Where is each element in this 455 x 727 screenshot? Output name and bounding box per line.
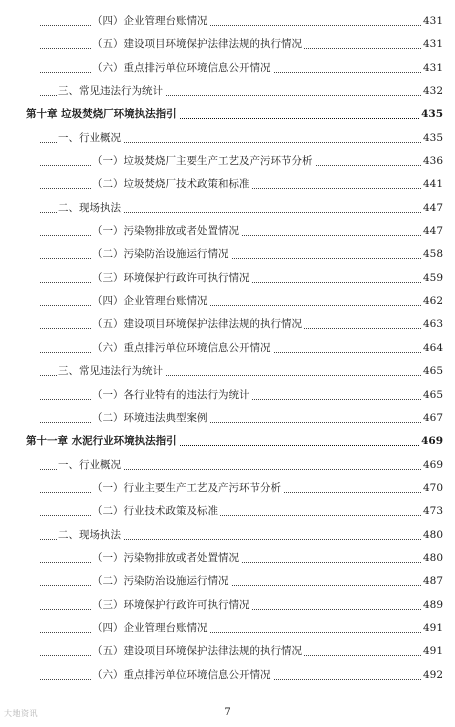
toc-entry-label: （一）污染物排放或者处置情况	[92, 547, 241, 570]
watermark: 大地资讯	[4, 709, 38, 718]
toc-entry[interactable]	[0, 57, 455, 80]
toc-entry-label: （五）建设项目环境保护法律法规的执行情况	[92, 313, 304, 336]
toc-entry[interactable]	[0, 640, 455, 663]
toc-entry-page: 447	[421, 220, 443, 243]
toc-entry-label: （四）企业管理台账情况	[92, 10, 210, 33]
toc-entry-label: 第十章 垃圾焚烧厂环境执法指引	[26, 103, 179, 126]
toc-entry[interactable]	[0, 477, 455, 500]
toc-entry-page: 436	[421, 150, 443, 173]
toc-entry-label: 一、行业概况	[58, 127, 123, 150]
table-of-contents	[0, 10, 455, 687]
toc-chapter-entry[interactable]	[0, 430, 455, 453]
toc-entry-page: 463	[421, 313, 443, 336]
toc-entry-label: （四）企业管理台账情况	[92, 290, 210, 313]
toc-entry-label: （一）行业主要生产工艺及产污环节分析	[92, 477, 283, 500]
toc-entry-label: （五）建设项目环境保护法律法规的执行情况	[92, 640, 304, 663]
toc-entry-label: （二）环境违法典型案例	[92, 407, 210, 430]
toc-entry[interactable]	[0, 664, 455, 687]
toc-entry-label: （二）污染防治设施运行情况	[92, 570, 231, 593]
toc-entry[interactable]	[0, 197, 455, 220]
toc-entry-label: （四）企业管理台账情况	[92, 617, 210, 640]
toc-entry[interactable]	[0, 360, 455, 383]
toc-entry-page: 470	[421, 477, 443, 500]
toc-entry[interactable]	[0, 33, 455, 56]
toc-entry[interactable]	[0, 594, 455, 617]
toc-entry-label: 一、行业概况	[58, 454, 123, 477]
toc-entry-label: （一）垃圾焚烧厂主要生产工艺及产污环节分析	[92, 150, 315, 173]
toc-entry-page: 473	[421, 500, 443, 523]
toc-entry-page: 459	[421, 267, 443, 290]
toc-entry-page: 487	[421, 570, 443, 593]
toc-entry[interactable]	[0, 500, 455, 523]
toc-entry-label: 二、现场执法	[58, 197, 123, 220]
toc-entry-page: 469	[419, 430, 443, 453]
toc-entry[interactable]	[0, 290, 455, 313]
toc-entry[interactable]	[0, 267, 455, 290]
toc-entry[interactable]	[0, 337, 455, 360]
toc-entry[interactable]	[0, 313, 455, 336]
toc-entry-page: 431	[421, 57, 443, 80]
toc-entry[interactable]	[0, 80, 455, 103]
toc-entry-page: 432	[421, 80, 443, 103]
toc-entry-label: 三、常见违法行为统计	[58, 80, 165, 103]
toc-entry[interactable]	[0, 524, 455, 547]
toc-entry[interactable]	[0, 407, 455, 430]
toc-entry-page: 435	[421, 127, 443, 150]
toc-entry-page: 462	[421, 290, 443, 313]
toc-entry[interactable]	[0, 173, 455, 196]
toc-entry-page: 465	[421, 360, 443, 383]
toc-entry-label: 第十一章 水泥行业环境执法指引	[26, 430, 179, 453]
toc-entry-label: （五）建设项目环境保护法律法规的执行情况	[92, 33, 304, 56]
toc-entry-page: 491	[421, 617, 443, 640]
toc-entry-label: 二、现场执法	[58, 524, 123, 547]
toc-entry-label: （二）污染防治设施运行情况	[92, 243, 231, 266]
toc-entry-page: 441	[421, 173, 443, 196]
toc-entry-label: （一）污染物排放或者处置情况	[92, 220, 241, 243]
toc-entry-page: 491	[421, 640, 443, 663]
toc-entry-page: 467	[421, 407, 443, 430]
toc-entry[interactable]	[0, 150, 455, 173]
toc-entry-page: 480	[421, 547, 443, 570]
toc-entry-page: 480	[421, 524, 443, 547]
toc-entry-label: （六）重点排污单位环境信息公开情况	[92, 57, 273, 80]
toc-entry[interactable]	[0, 384, 455, 407]
toc-entry-label: （三）环境保护行政许可执行情况	[92, 267, 252, 290]
toc-entry-label: 三、常见违法行为统计	[58, 360, 165, 383]
toc-chapter-entry[interactable]	[0, 103, 455, 126]
toc-entry-label: （三）环境保护行政许可执行情况	[92, 594, 252, 617]
toc-entry[interactable]	[0, 220, 455, 243]
toc-entry[interactable]	[0, 547, 455, 570]
page-number: 7	[224, 707, 231, 718]
toc-entry-label: （二）垃圾焚烧厂技术政策和标准	[92, 173, 252, 196]
toc-entry-page: 469	[421, 454, 443, 477]
toc-entry-label: （二）行业技术政策及标准	[92, 500, 220, 523]
toc-entry-label: （一）各行业特有的违法行为统计	[92, 384, 252, 407]
toc-entry[interactable]	[0, 617, 455, 640]
toc-entry-page: 464	[421, 337, 443, 360]
toc-entry-page: 489	[421, 594, 443, 617]
toc-entry-page: 431	[421, 10, 443, 33]
toc-entry[interactable]	[0, 570, 455, 593]
toc-entry[interactable]	[0, 10, 455, 33]
toc-entry-page: 458	[421, 243, 443, 266]
toc-entry-page: 465	[421, 384, 443, 407]
toc-entry[interactable]	[0, 454, 455, 477]
toc-entry-page: 435	[419, 103, 443, 126]
toc-entry-label: （六）重点排污单位环境信息公开情况	[92, 664, 273, 687]
toc-entry-page: 431	[421, 33, 443, 56]
toc-entry[interactable]	[0, 127, 455, 150]
toc-entry-page: 447	[421, 197, 443, 220]
toc-entry-page: 492	[421, 664, 443, 687]
toc-entry-label: （六）重点排污单位环境信息公开情况	[92, 337, 273, 360]
toc-entry[interactable]	[0, 243, 455, 266]
